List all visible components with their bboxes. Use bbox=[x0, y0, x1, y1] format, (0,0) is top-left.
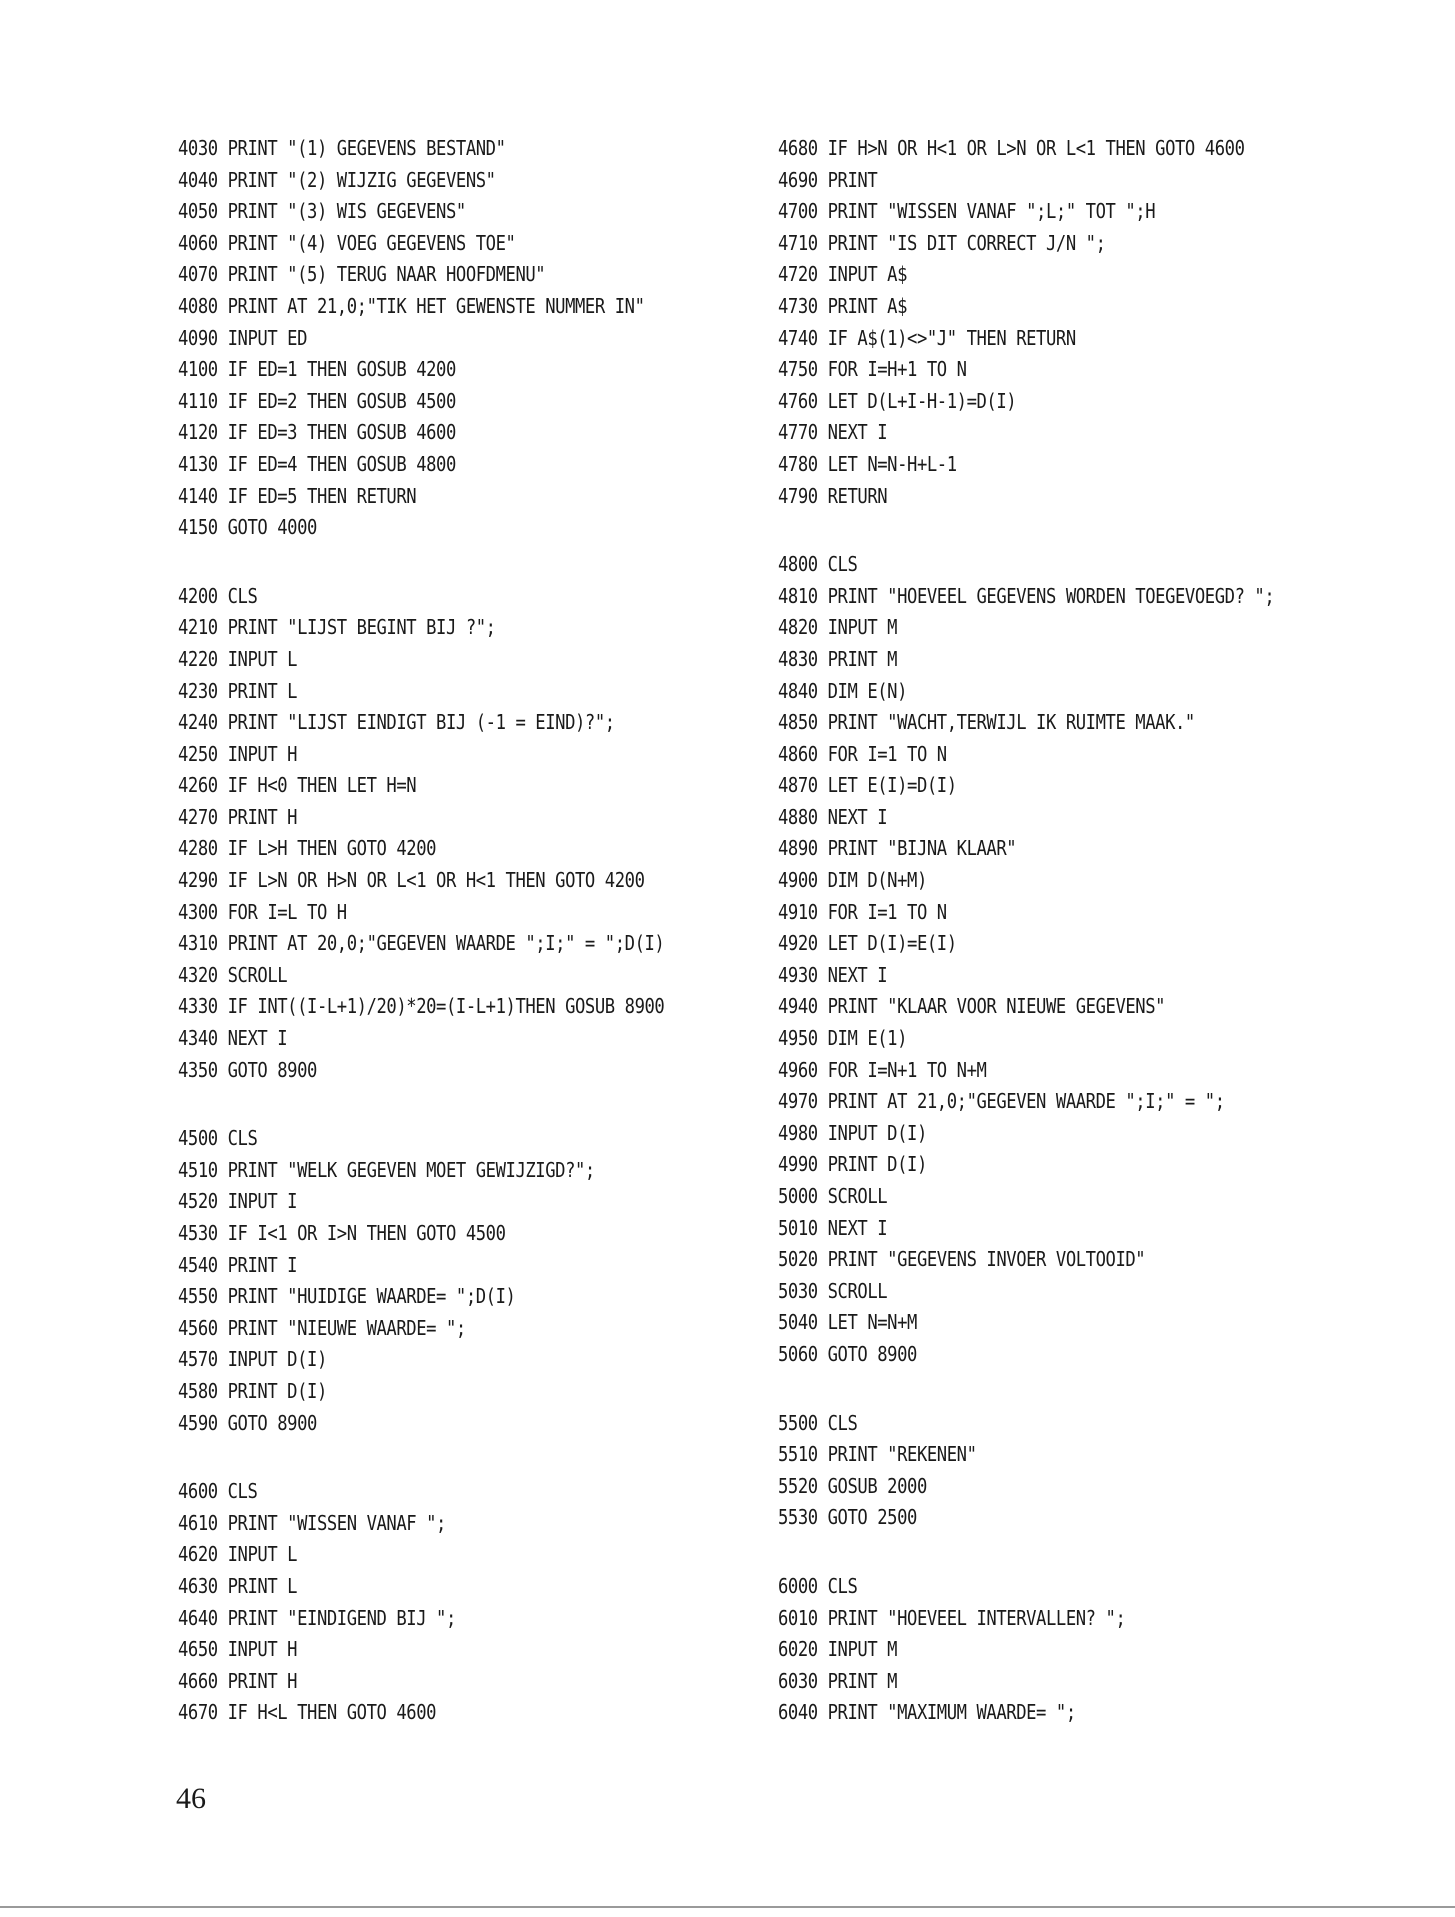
code-line: 4220 INPUT L bbox=[178, 646, 298, 671]
code-line: 6000 CLS bbox=[778, 1573, 858, 1598]
code-line: 4040 PRINT "(2) WIJZIG GEGEVENS" bbox=[178, 167, 496, 192]
code-line: 6030 PRINT M bbox=[778, 1668, 898, 1693]
code-line: 4820 INPUT M bbox=[778, 615, 898, 640]
code-line: 4640 PRINT "EINDIGEND BIJ "; bbox=[178, 1605, 456, 1630]
code-line: 5500 CLS bbox=[778, 1410, 858, 1435]
code-line: 4260 IF H<0 THEN LET H=N bbox=[178, 773, 417, 798]
code-line: 4530 IF I<1 OR I>N THEN GOTO 4500 bbox=[178, 1221, 506, 1245]
bottom-rule bbox=[0, 1906, 1455, 1908]
code-line: 4030 PRINT "(1) GEGEVENS BESTAND" bbox=[178, 136, 506, 160]
left-code-column bbox=[178, 133, 738, 1729]
code-line: 4810 PRINT "HOEVEEL GEGEVENS WORDEN TOEGEVOEGD? "; bbox=[778, 583, 1275, 608]
code-line: 4760 LET D(L+I-H-1)=D(I) bbox=[778, 388, 1017, 413]
code-line: 4280 IF L>H THEN GOTO 4200 bbox=[178, 836, 437, 861]
code-line: 4240 PRINT "LIJST EINDIGT BIJ (-1 = EIND)?"; bbox=[178, 710, 615, 735]
code-line: 4880 NEXT I bbox=[778, 804, 888, 829]
code-line: 4800 CLS bbox=[778, 552, 858, 577]
code-line: 4600 CLS bbox=[178, 1479, 258, 1504]
code-line: 4970 PRINT AT 21,0;"GEGEVEN WAARDE ";I;" = "; bbox=[778, 1089, 1225, 1114]
code-line: 4320 SCROLL bbox=[178, 962, 288, 987]
code-line: 4070 PRINT "(5) TERUG NAAR HOOFDMENU" bbox=[178, 262, 546, 287]
code-line: 4510 PRINT "WELK GEGEVEN MOET GEWIJZIGD?"; bbox=[178, 1157, 595, 1182]
code-line: 5030 SCROLL bbox=[778, 1278, 888, 1303]
code-line: 4590 GOTO 8900 bbox=[178, 1410, 317, 1435]
code-line: 4330 IF INT((I-L+1)/20)*20=(I-L+1)THEN GOSUB 8900 bbox=[178, 994, 665, 1019]
code-line: 4090 INPUT ED bbox=[178, 325, 308, 350]
code-line: 4580 PRINT D(I) bbox=[178, 1378, 327, 1403]
code-line: 6040 PRINT "MAXIMUM WAARDE= "; bbox=[778, 1700, 1076, 1725]
code-line: 4230 PRINT L bbox=[178, 678, 298, 703]
code-line: 4920 LET D(I)=E(I) bbox=[778, 931, 957, 956]
code-line: 4300 FOR I=L TO H bbox=[178, 899, 347, 924]
code-line: 4930 NEXT I bbox=[778, 962, 888, 987]
code-line: 4540 PRINT I bbox=[178, 1252, 298, 1277]
code-line: 4650 INPUT H bbox=[178, 1637, 298, 1662]
block-separator bbox=[778, 1534, 1358, 1571]
code-line: 5040 LET N=N+M bbox=[778, 1310, 917, 1335]
code-line: 4990 PRINT D(I) bbox=[778, 1152, 927, 1177]
code-line: 5020 PRINT "GEGEVENS INVOER VOLTOOID" bbox=[778, 1247, 1146, 1272]
code-line: 4080 PRINT AT 21,0;"TIK HET GEWENSTE NUMMER IN" bbox=[178, 293, 645, 318]
code-line: 4890 PRINT "BIJNA KLAAR" bbox=[778, 836, 1017, 861]
code-line: 4740 IF A$(1)<>"J" THEN RETURN bbox=[778, 325, 1076, 350]
code-line: 4130 IF ED=4 THEN GOSUB 4800 bbox=[178, 451, 456, 476]
code-line: 6020 INPUT M bbox=[778, 1637, 898, 1662]
code-line: 4670 IF H<L THEN GOTO 4600 bbox=[178, 1700, 437, 1725]
code-line: 4570 INPUT D(I) bbox=[178, 1347, 327, 1372]
code-line: 4850 PRINT "WACHT,TERWIJL IK RUIMTE MAAK." bbox=[778, 710, 1195, 735]
code-line: 4680 IF H>N OR H<1 OR L>N OR L<1 THEN GOTO 4600 bbox=[778, 136, 1245, 160]
code-line: 4750 FOR I=H+1 TO N bbox=[778, 357, 967, 382]
code-line: 6010 PRINT "HOEVEEL INTERVALLEN? "; bbox=[778, 1605, 1126, 1630]
code-line: 4840 DIM E(N) bbox=[778, 678, 908, 703]
code-line: 4700 PRINT "WISSEN VANAF ";L;" TOT ";H bbox=[778, 199, 1156, 224]
code-line: 4560 PRINT "NIEUWE WAARDE= "; bbox=[178, 1315, 466, 1340]
code-line: 4060 PRINT "(4) VOEG GEGEVENS TOE" bbox=[178, 230, 516, 255]
code-line: 4790 RETURN bbox=[778, 483, 888, 508]
code-line: 5060 GOTO 8900 bbox=[778, 1341, 917, 1366]
code-line: 4940 PRINT "KLAAR VOOR NIEUWE GEGEVENS" bbox=[778, 994, 1166, 1019]
code-line: 4660 PRINT H bbox=[178, 1668, 298, 1693]
block-separator bbox=[178, 544, 738, 581]
code-line: 4620 INPUT L bbox=[178, 1542, 298, 1567]
code-line: 4550 PRINT "HUIDIGE WAARDE= ";D(I) bbox=[178, 1284, 516, 1309]
code-line: 4350 GOTO 8900 bbox=[178, 1057, 317, 1082]
code-line: 4120 IF ED=3 THEN GOSUB 4600 bbox=[178, 420, 456, 445]
code-line: 4610 PRINT "WISSEN VANAF "; bbox=[178, 1510, 446, 1535]
code-line: 4520 INPUT I bbox=[178, 1189, 298, 1214]
code-line: 4500 CLS bbox=[178, 1126, 258, 1151]
code-line: 4100 IF ED=1 THEN GOSUB 4200 bbox=[178, 357, 456, 382]
code-line: 5010 NEXT I bbox=[778, 1215, 888, 1240]
code-line: 4770 NEXT I bbox=[778, 420, 888, 445]
block-separator bbox=[178, 1439, 738, 1476]
code-line: 4340 NEXT I bbox=[178, 1026, 288, 1051]
block-separator bbox=[178, 1086, 738, 1123]
right-code-column bbox=[778, 133, 1358, 1729]
code-line: 5000 SCROLL bbox=[778, 1184, 888, 1208]
code-line: 4310 PRINT AT 20,0;"GEGEVEN WAARDE ";I;" = ";D(I) bbox=[178, 931, 665, 956]
code-line: 4250 INPUT H bbox=[178, 741, 298, 766]
code-line: 5510 PRINT "REKENEN" bbox=[778, 1442, 977, 1467]
code-line: 4780 LET N=N-H+L-1 bbox=[778, 451, 957, 476]
code-line: 5530 GOTO 2500 bbox=[778, 1505, 917, 1530]
code-line: 4140 IF ED=5 THEN RETURN bbox=[178, 483, 417, 508]
code-line: 4900 DIM D(N+M) bbox=[778, 868, 927, 893]
code-line: 4630 PRINT L bbox=[178, 1573, 298, 1598]
code-line: 4980 INPUT D(I) bbox=[778, 1120, 927, 1145]
block-separator bbox=[778, 1371, 1358, 1408]
code-line: 4960 FOR I=N+1 TO N+M bbox=[778, 1057, 987, 1082]
code-line: 4720 INPUT A$ bbox=[778, 262, 908, 287]
code-line: 4870 LET E(I)=D(I) bbox=[778, 773, 957, 798]
code-line: 4150 GOTO 4000 bbox=[178, 515, 317, 540]
code-line: 4950 DIM E(1) bbox=[778, 1026, 908, 1051]
block-separator bbox=[778, 512, 1358, 549]
page-number: 46 bbox=[176, 1782, 206, 1815]
code-line: 4860 FOR I=1 TO N bbox=[778, 741, 947, 766]
code-line: 4710 PRINT "IS DIT CORRECT J/N "; bbox=[778, 230, 1106, 255]
code-line: 4270 PRINT H bbox=[178, 804, 298, 829]
code-line: 4690 PRINT bbox=[778, 167, 878, 192]
code-line: 4210 PRINT "LIJST BEGINT BIJ ?"; bbox=[178, 615, 496, 640]
code-line: 4830 PRINT M bbox=[778, 646, 898, 671]
code-line: 5520 GOSUB 2000 bbox=[778, 1473, 927, 1498]
code-line: 4910 FOR I=1 TO N bbox=[778, 899, 947, 924]
code-line: 4050 PRINT "(3) WIS GEGEVENS" bbox=[178, 199, 466, 224]
code-line: 4730 PRINT A$ bbox=[778, 293, 908, 318]
code-line: 4290 IF L>N OR H>N OR L<1 OR H<1 THEN GOTO 4200 bbox=[178, 868, 645, 893]
code-line: 4110 IF ED=2 THEN GOSUB 4500 bbox=[178, 388, 456, 413]
code-line: 4200 CLS bbox=[178, 583, 258, 608]
